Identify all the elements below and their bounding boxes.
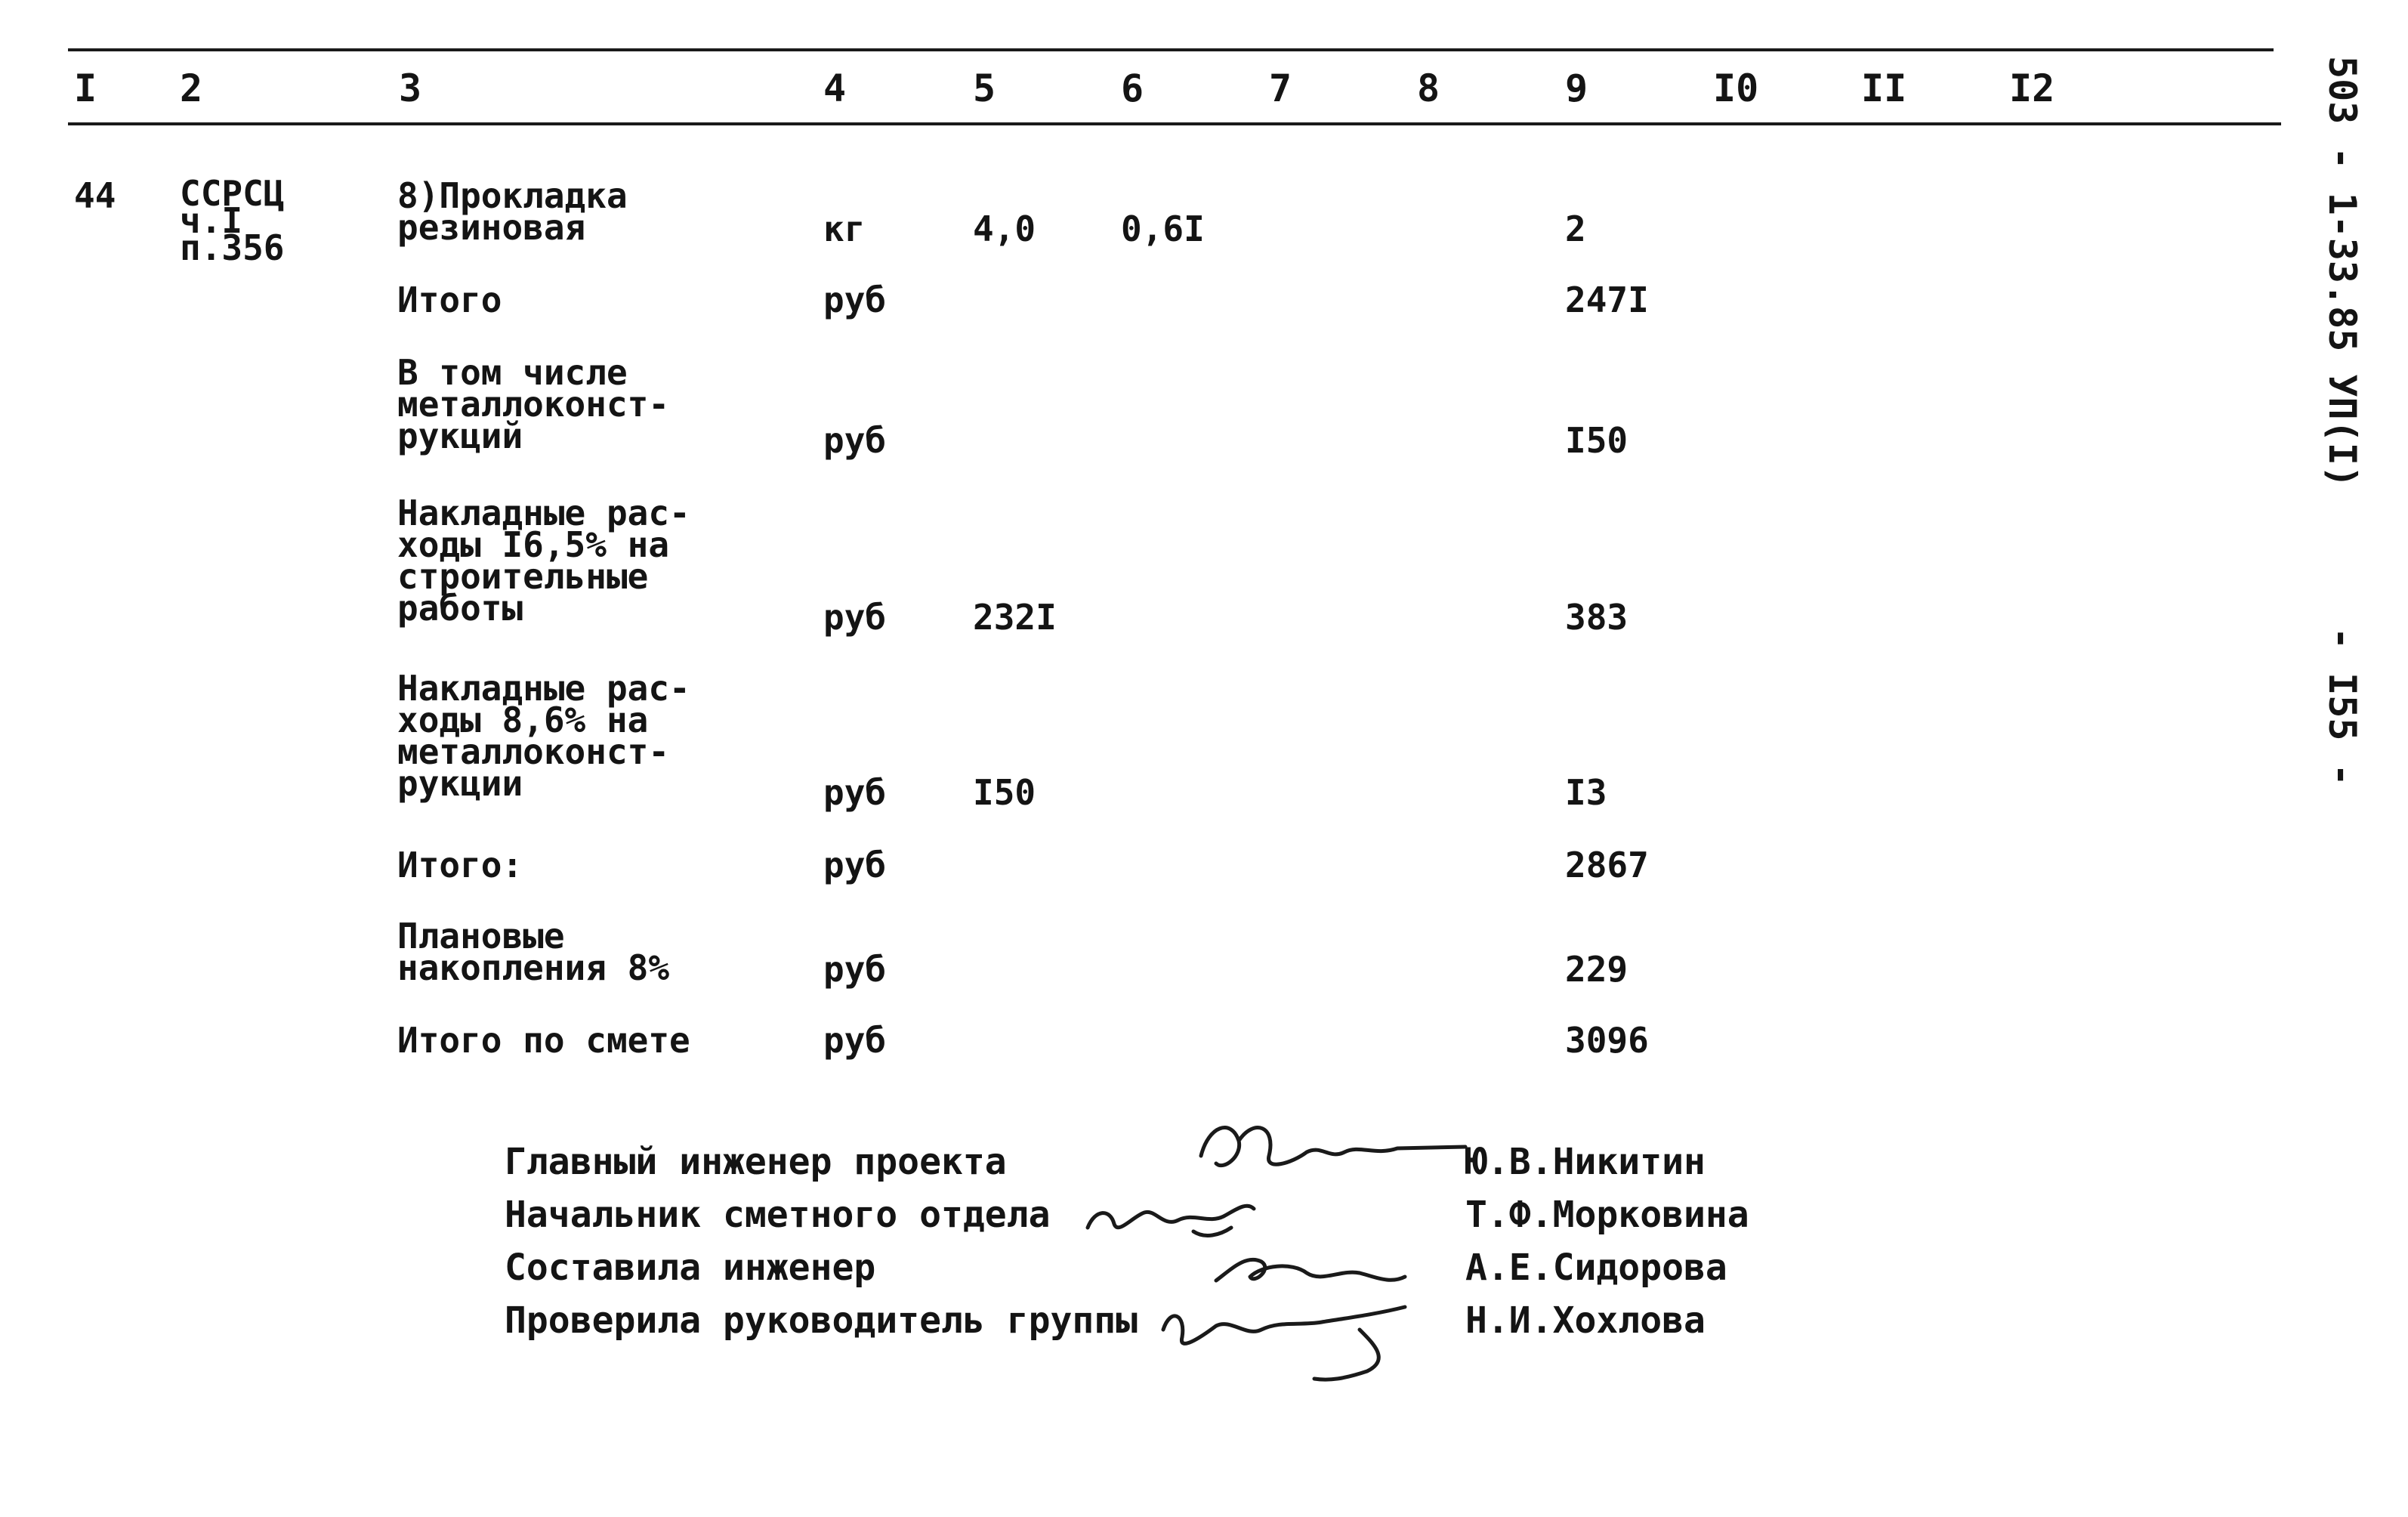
column-header-4: 4 bbox=[823, 66, 847, 110]
item-description: Накладные рас- ходы 8,6% на металлоконст- рукции bbox=[397, 668, 690, 804]
row-number: 44 bbox=[74, 175, 116, 216]
item-description: Накладные рас- ходы I6,5% на строительные работы bbox=[397, 493, 690, 629]
unit: руб bbox=[823, 845, 887, 885]
column-header-6: 6 bbox=[1121, 66, 1144, 110]
unit: руб bbox=[823, 772, 887, 813]
column-header-8: 8 bbox=[1417, 66, 1440, 110]
header-top-rule bbox=[68, 48, 2274, 51]
signatory-role: Составила инженер bbox=[505, 1247, 876, 1289]
unit: кг bbox=[823, 209, 866, 249]
signatory-role: Начальник сметного отдела bbox=[505, 1194, 1051, 1236]
signatory-name: Н.И.Хохлова bbox=[1465, 1299, 1706, 1342]
column-header-10: I0 bbox=[1713, 66, 1759, 110]
unit: руб bbox=[823, 1020, 887, 1061]
total-value: 383 bbox=[1565, 597, 1628, 638]
column-header-7: 7 bbox=[1269, 66, 1292, 110]
unit-price: 0,6I bbox=[1121, 209, 1205, 249]
total-value: 2867 bbox=[1565, 845, 1649, 885]
handwritten-signature-2 bbox=[1080, 1186, 1277, 1247]
signatory-role: Проверила руководитель группы bbox=[505, 1299, 1138, 1342]
item-description: Плановые накопления 8% bbox=[397, 916, 670, 988]
reference-code: ССРСЦ ч.I п.356 bbox=[180, 173, 285, 268]
column-header-12: I2 bbox=[2009, 66, 2055, 110]
column-header-2: 2 bbox=[180, 66, 203, 110]
header-bottom-rule bbox=[68, 122, 2281, 125]
column-header-11: II bbox=[1861, 66, 1907, 110]
column-header-3: 3 bbox=[399, 66, 422, 110]
item-description: Итого по смете bbox=[397, 1020, 690, 1061]
total-value: 3096 bbox=[1565, 1020, 1649, 1061]
signatory-name: А.Е.Сидорова bbox=[1465, 1247, 1727, 1289]
total-value: 247I bbox=[1565, 280, 1649, 320]
signatory-role: Главный инженер проекта bbox=[505, 1141, 1007, 1183]
unit: руб bbox=[823, 597, 887, 638]
unit: руб bbox=[823, 420, 887, 461]
total-value: I50 bbox=[1565, 420, 1628, 461]
signatory-name: Т.Ф.Морковина bbox=[1465, 1194, 1749, 1236]
total-value: 229 bbox=[1565, 949, 1628, 990]
handwritten-signature-1 bbox=[1178, 1111, 1480, 1194]
document-code: 503 - 1-33.85 УП(I) bbox=[2320, 56, 2364, 488]
column-header-1: I bbox=[74, 66, 97, 110]
handwritten-signature-4 bbox=[1148, 1284, 1435, 1390]
item-description: Итого: bbox=[397, 845, 523, 885]
column-header-5: 5 bbox=[973, 66, 996, 110]
page-number: - I55 - bbox=[2320, 627, 2364, 786]
signatory-name: Ю.В.Никитин bbox=[1465, 1141, 1706, 1183]
item-description: 8)Прокладка резиновая bbox=[397, 175, 628, 248]
total-value: 2 bbox=[1565, 209, 1586, 249]
quantity: 4,0 bbox=[973, 209, 1036, 249]
base-amount: I50 bbox=[973, 772, 1036, 813]
column-header-9: 9 bbox=[1565, 66, 1588, 110]
item-description: Итого bbox=[397, 280, 502, 320]
base-amount: 232I bbox=[973, 597, 1057, 638]
unit: руб bbox=[823, 280, 887, 320]
item-description: В том числе металлоконст- рукций bbox=[397, 352, 670, 456]
unit: руб bbox=[823, 949, 887, 990]
total-value: I3 bbox=[1565, 772, 1607, 813]
